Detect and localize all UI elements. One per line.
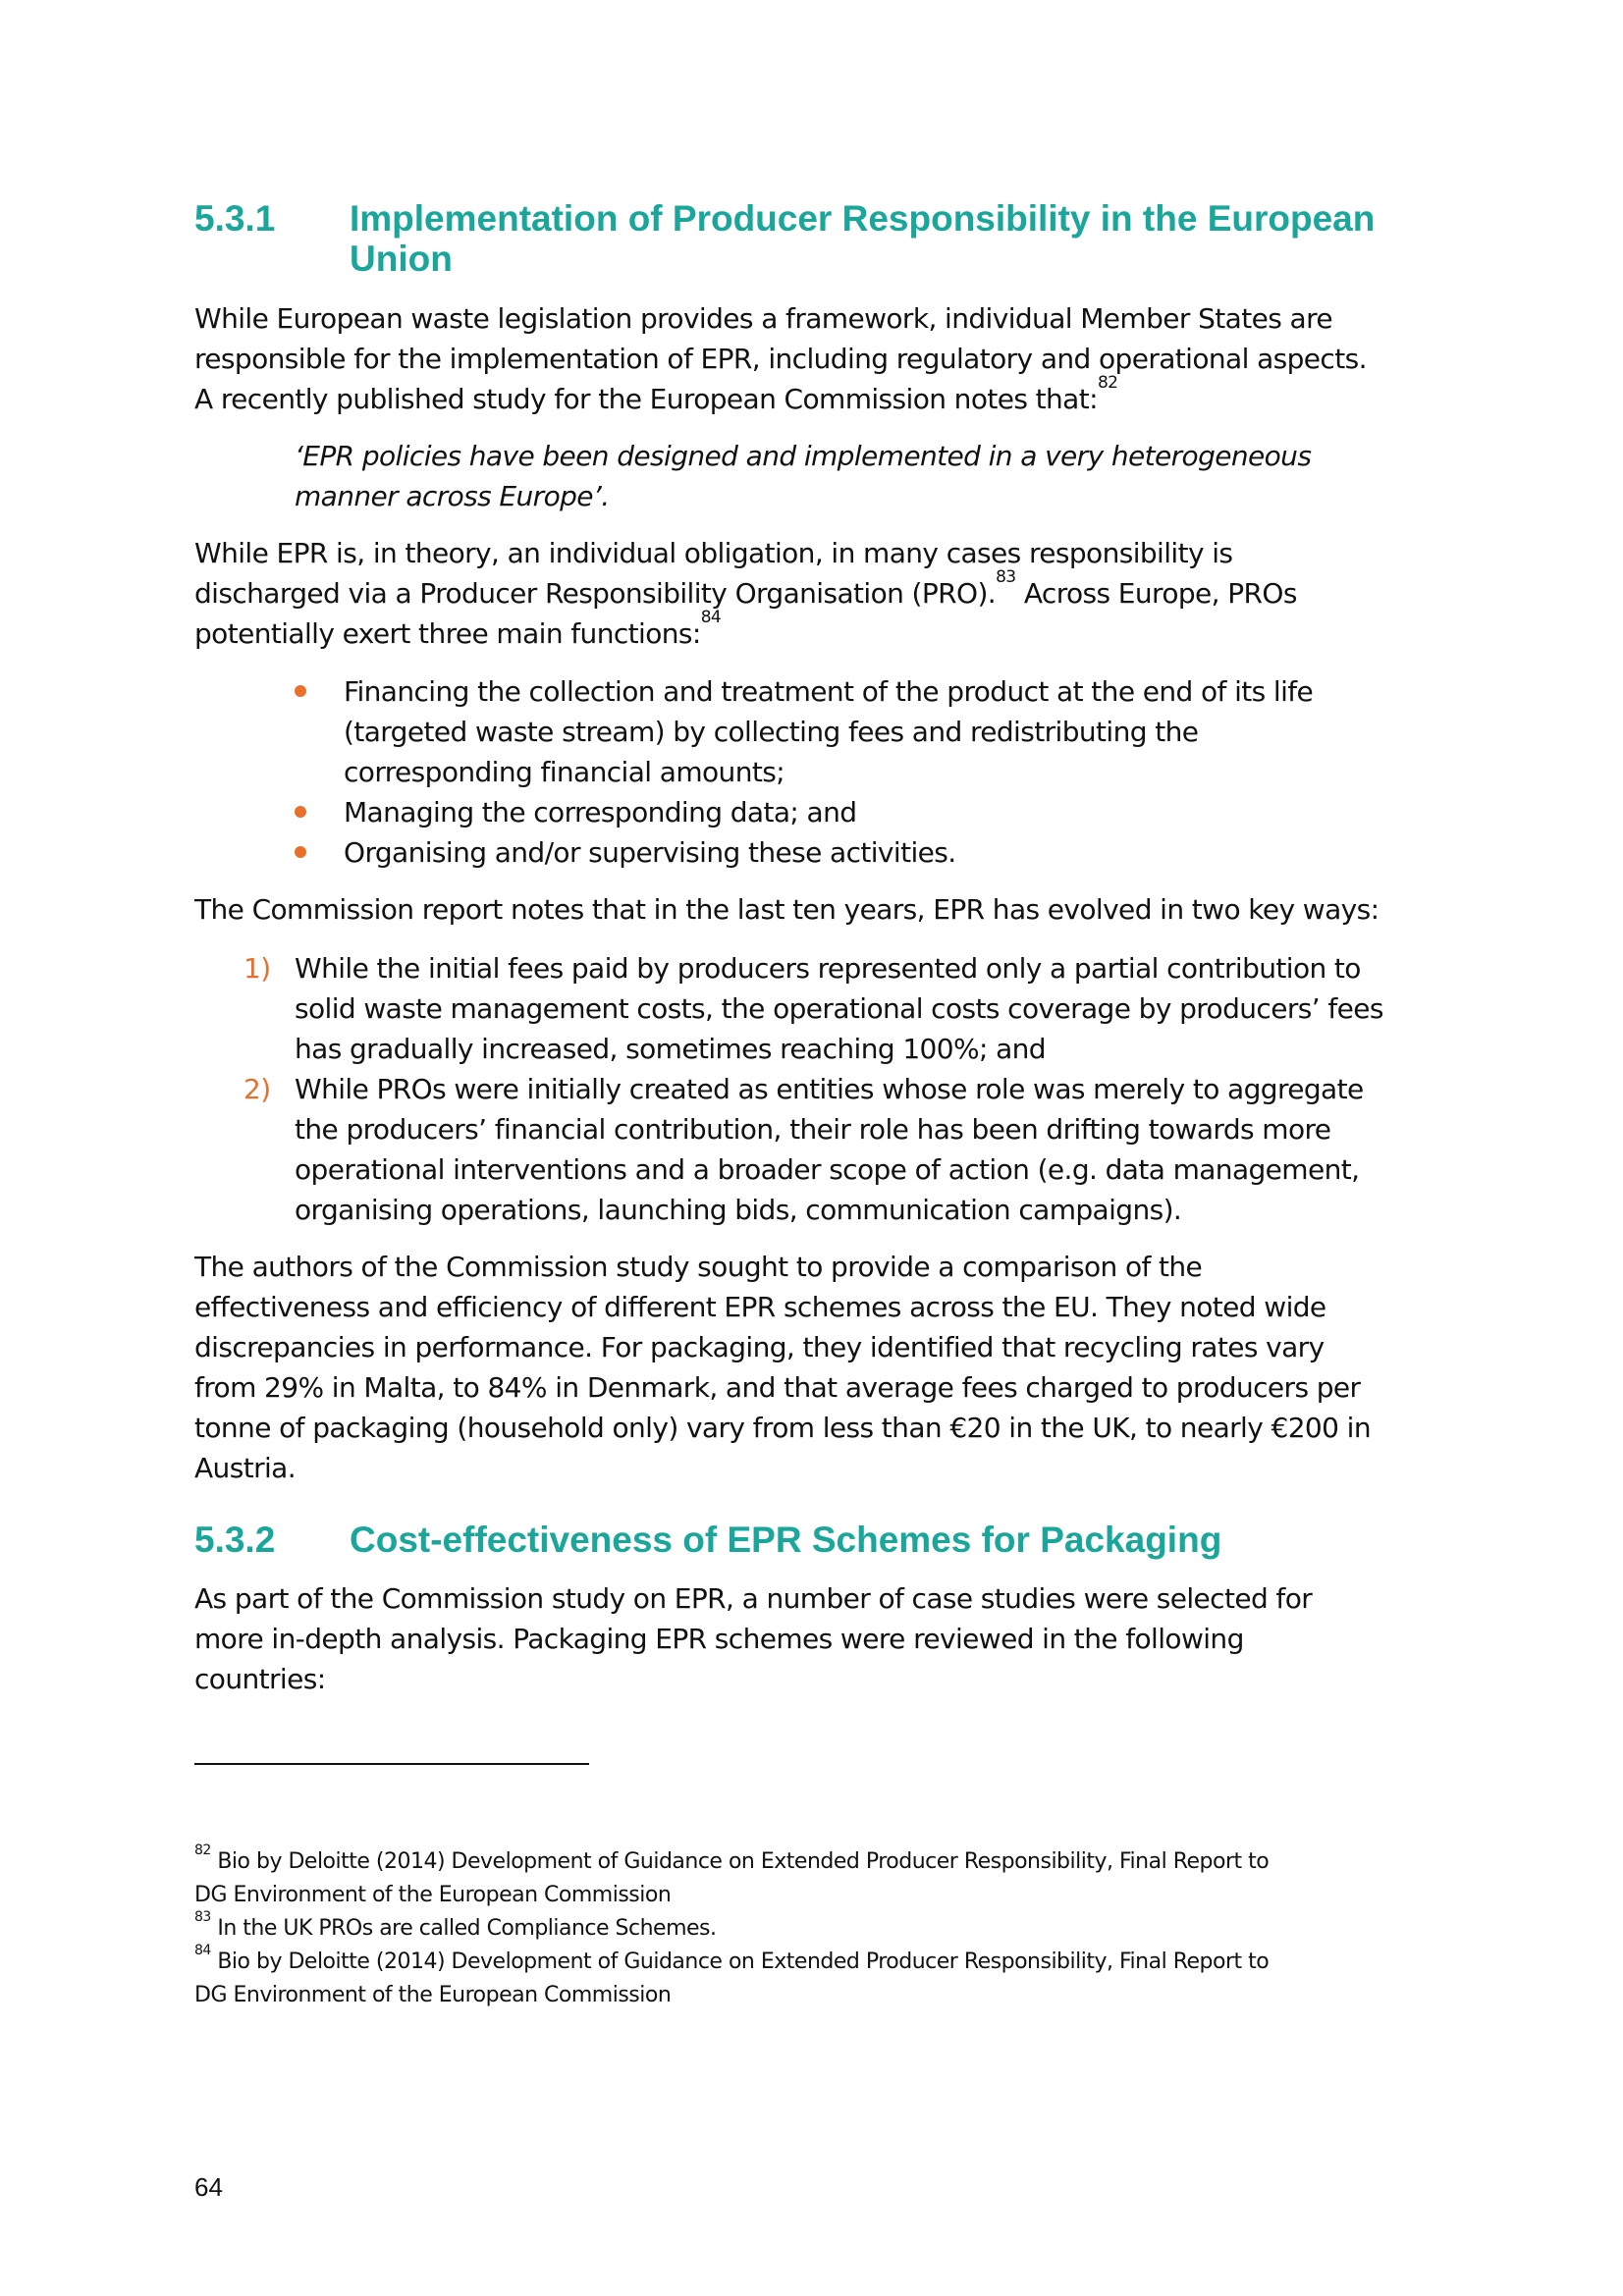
footnote-reference[interactable]: 83: [996, 567, 1016, 587]
footnote-number: 84: [194, 1943, 211, 1958]
paragraph-line: [194, 373, 1118, 419]
numbered-line: solid waste management costs, the operational costs coverage by producers’ fees: [295, 992, 1383, 1025]
paragraph-text: Across Europe, PROs: [1015, 577, 1297, 610]
section-title: Cost-effectiveness of EPR Schemes for Packaging: [350, 1520, 1222, 1560]
paragraph-line: As part of the Commission study on EPR, a number of case studies were selected for: [194, 1582, 1313, 1615]
numbered-line: While the initial fees paid by producers represented only a partial contribution to: [295, 952, 1361, 985]
list-number: 1): [243, 952, 271, 985]
paragraph-text: discharged via a Producer Responsibility Organisation (PRO).: [194, 577, 997, 610]
numbered-line: has gradually increased, sometimes reaching 100%; and: [295, 1033, 1046, 1065]
bullet-line: (targeted waste stream) by collecting fees and redistributing the: [344, 716, 1199, 748]
section-title-line: Implementation of Producer Responsibility in the European: [350, 198, 1376, 239]
paragraph-line: Austria.: [194, 1452, 297, 1484]
paragraph-text: A recently published study for the European Commission notes that:: [194, 383, 1098, 415]
footnote-text: In the UK PROs are called Compliance Schemes.: [217, 1916, 717, 1941]
footnote-83: [194, 1909, 717, 1946]
quote-line: manner across Europe’.: [295, 480, 610, 512]
footnote-text: Bio by Deloitte (2014) Development of Guidance on Extended Producer Responsibility, Final Report to: [217, 1849, 1270, 1874]
paragraph-line: discrepancies in performance. For packaging, they identified that recycling rates vary: [194, 1331, 1325, 1363]
paragraph-line: countries:: [194, 1663, 326, 1695]
paragraph-line: [194, 608, 722, 654]
section-number: 5.3.1: [194, 198, 276, 239]
bullet-line: Organising and/or supervising these activities.: [344, 836, 956, 869]
paragraph-line: more in-depth analysis. Packaging EPR schemes were reviewed in the following: [194, 1623, 1244, 1655]
footnote-84: [194, 1943, 1270, 1979]
footnote-text: Bio by Deloitte (2014) Development of Guidance on Extended Producer Responsibility, Final Report to: [217, 1949, 1270, 1974]
section-heading-532: [194, 1520, 1422, 1561]
numbered-line: organising operations, launching bids, communication campaigns).: [295, 1194, 1182, 1226]
bullet-line: Financing the collection and treatment of the product at the end of its life: [344, 675, 1314, 708]
paragraph-line: The Commission report notes that in the last ten years, EPR has evolved in two key ways:: [194, 893, 1380, 926]
section-heading-531: [194, 198, 1422, 281]
paragraph-line: While European waste legislation provides a framework, individual Member States are: [194, 302, 1332, 335]
list-number: 2): [243, 1073, 271, 1105]
section-title: [350, 198, 1430, 279]
bullet-dot-icon: [295, 806, 306, 818]
paragraph-line: effectiveness and efficiency of different EPR schemes across the EU. They noted wide: [194, 1291, 1326, 1323]
footnote-separator: [194, 1763, 589, 1765]
bullet-dot-icon: [295, 685, 306, 697]
footnote-number: 82: [194, 1842, 211, 1858]
section-number: 5.3.2: [194, 1520, 276, 1560]
paragraph-line: While EPR is, in theory, an individual obligation, in many cases responsibility is: [194, 537, 1233, 569]
footnote-line: DG Environment of the European Commission: [194, 1983, 672, 2007]
section-title-line: Union: [350, 239, 453, 279]
paragraph-text: potentially exert three main functions:: [194, 617, 701, 650]
footnote-reference[interactable]: 82: [1097, 373, 1118, 393]
bullet-dot-icon: [295, 846, 306, 858]
numbered-line: While PROs were initially created as entities whose role was merely to aggregate: [295, 1073, 1364, 1105]
paragraph-line: tonne of packaging (household only) vary from less than €20 in the UK, to nearly €200 in: [194, 1412, 1371, 1444]
footnote-number: 83: [194, 1909, 211, 1925]
paragraph-line: from 29% in Malta, to 84% in Denmark, and that average fees charged to producers per: [194, 1371, 1361, 1404]
numbered-line: the producers’ financial contribution, their role has been drifting towards more: [295, 1113, 1331, 1146]
numbered-line: operational interventions and a broader scope of action (e.g. data management,: [295, 1153, 1360, 1186]
paragraph-line: The authors of the Commission study sought to provide a comparison of the: [194, 1251, 1203, 1283]
bullet-line: Managing the corresponding data; and: [344, 796, 857, 828]
footnote-line: DG Environment of the European Commission: [194, 1883, 672, 1907]
bullet-line: corresponding financial amounts;: [344, 756, 785, 788]
page-number: 64: [194, 2172, 223, 2202]
paragraph-line: responsible for the implementation of EPR, including regulatory and operational aspects.: [194, 343, 1367, 375]
paragraph-line: [194, 567, 1297, 614]
footnote-reference[interactable]: 84: [700, 608, 722, 627]
quote-line: ‘EPR policies have been designed and implemented in a very heterogeneous: [295, 440, 1312, 472]
footnote-82: [194, 1842, 1270, 1879]
